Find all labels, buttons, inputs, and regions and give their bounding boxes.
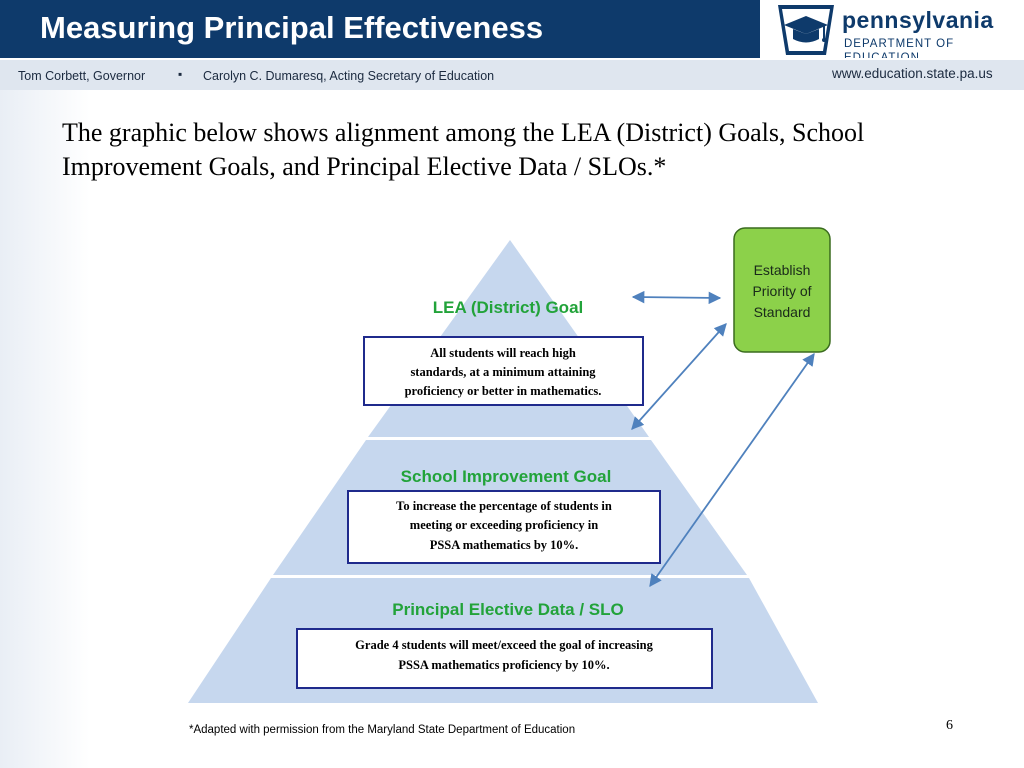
- website-link[interactable]: www.education.state.pa.us: [832, 66, 993, 81]
- slo-priority-arrow: [650, 354, 814, 586]
- pa-education-logo: [760, 0, 1024, 58]
- logo-name: pennsylvania: [842, 7, 994, 33]
- priority-line-1: Establish: [753, 262, 811, 278]
- keystone-mortarboard-icon: [776, 3, 836, 57]
- lea-goal-line-2: standards, at a minimum attaining: [410, 365, 596, 379]
- governor-text: Tom Corbett, Governor: [18, 69, 146, 83]
- secretary-text: Carolyn C. Dumaresq, Acting Secretary of Education: [203, 69, 495, 83]
- principal-slo-line-2: PSSA mathematics proficiency by 10%.: [398, 658, 610, 672]
- alignment-diagram: [163, 216, 847, 742]
- priority-line-3: Standard: [753, 304, 811, 320]
- principal-slo-heading: Principal Elective Data / SLO: [392, 600, 624, 619]
- page-number: 6: [946, 718, 953, 733]
- school-goal-line-2: meeting or exceeding proficiency in: [409, 518, 599, 532]
- slide-background-gradient: [0, 88, 90, 768]
- separator-bullet: ▪: [178, 67, 183, 81]
- school-goal-line-3: PSSA mathematics by 10%.: [429, 538, 579, 552]
- pyramid-diagram-svg: [163, 216, 847, 742]
- priority-line-2: Priority of: [752, 283, 812, 299]
- lea-goal-line-3: proficiency or better in mathematics.: [404, 384, 602, 398]
- subheader-bar: [0, 58, 1024, 90]
- school-priority-arrow: [632, 324, 726, 429]
- school-goal-line-1: To increase the percentage of students in: [396, 499, 612, 513]
- principal-slo-line-1: Grade 4 students will meet/exceed the goal of increasing: [355, 638, 653, 652]
- lea-goal-heading: LEA (District) Goal: [432, 298, 584, 317]
- intro-text: The graphic below shows alignment among the LEA (District) Goals, School Improvement Goals, and Principal Elective Data / SLOs.*: [62, 118, 865, 181]
- logo-department: DEPARTMENT OF: [844, 38, 955, 50]
- diagram-footnote: *Adapted with permission from the Maryland State Department of Education: [189, 724, 576, 736]
- lea-goal-line-1: All students will reach high: [430, 346, 576, 360]
- school-goal-heading: School Improvement Goal: [400, 467, 612, 486]
- lea-priority-arrow: [633, 297, 720, 298]
- title-bar: [0, 0, 760, 58]
- slide-title: Measuring Principal Effectiveness: [40, 10, 544, 45]
